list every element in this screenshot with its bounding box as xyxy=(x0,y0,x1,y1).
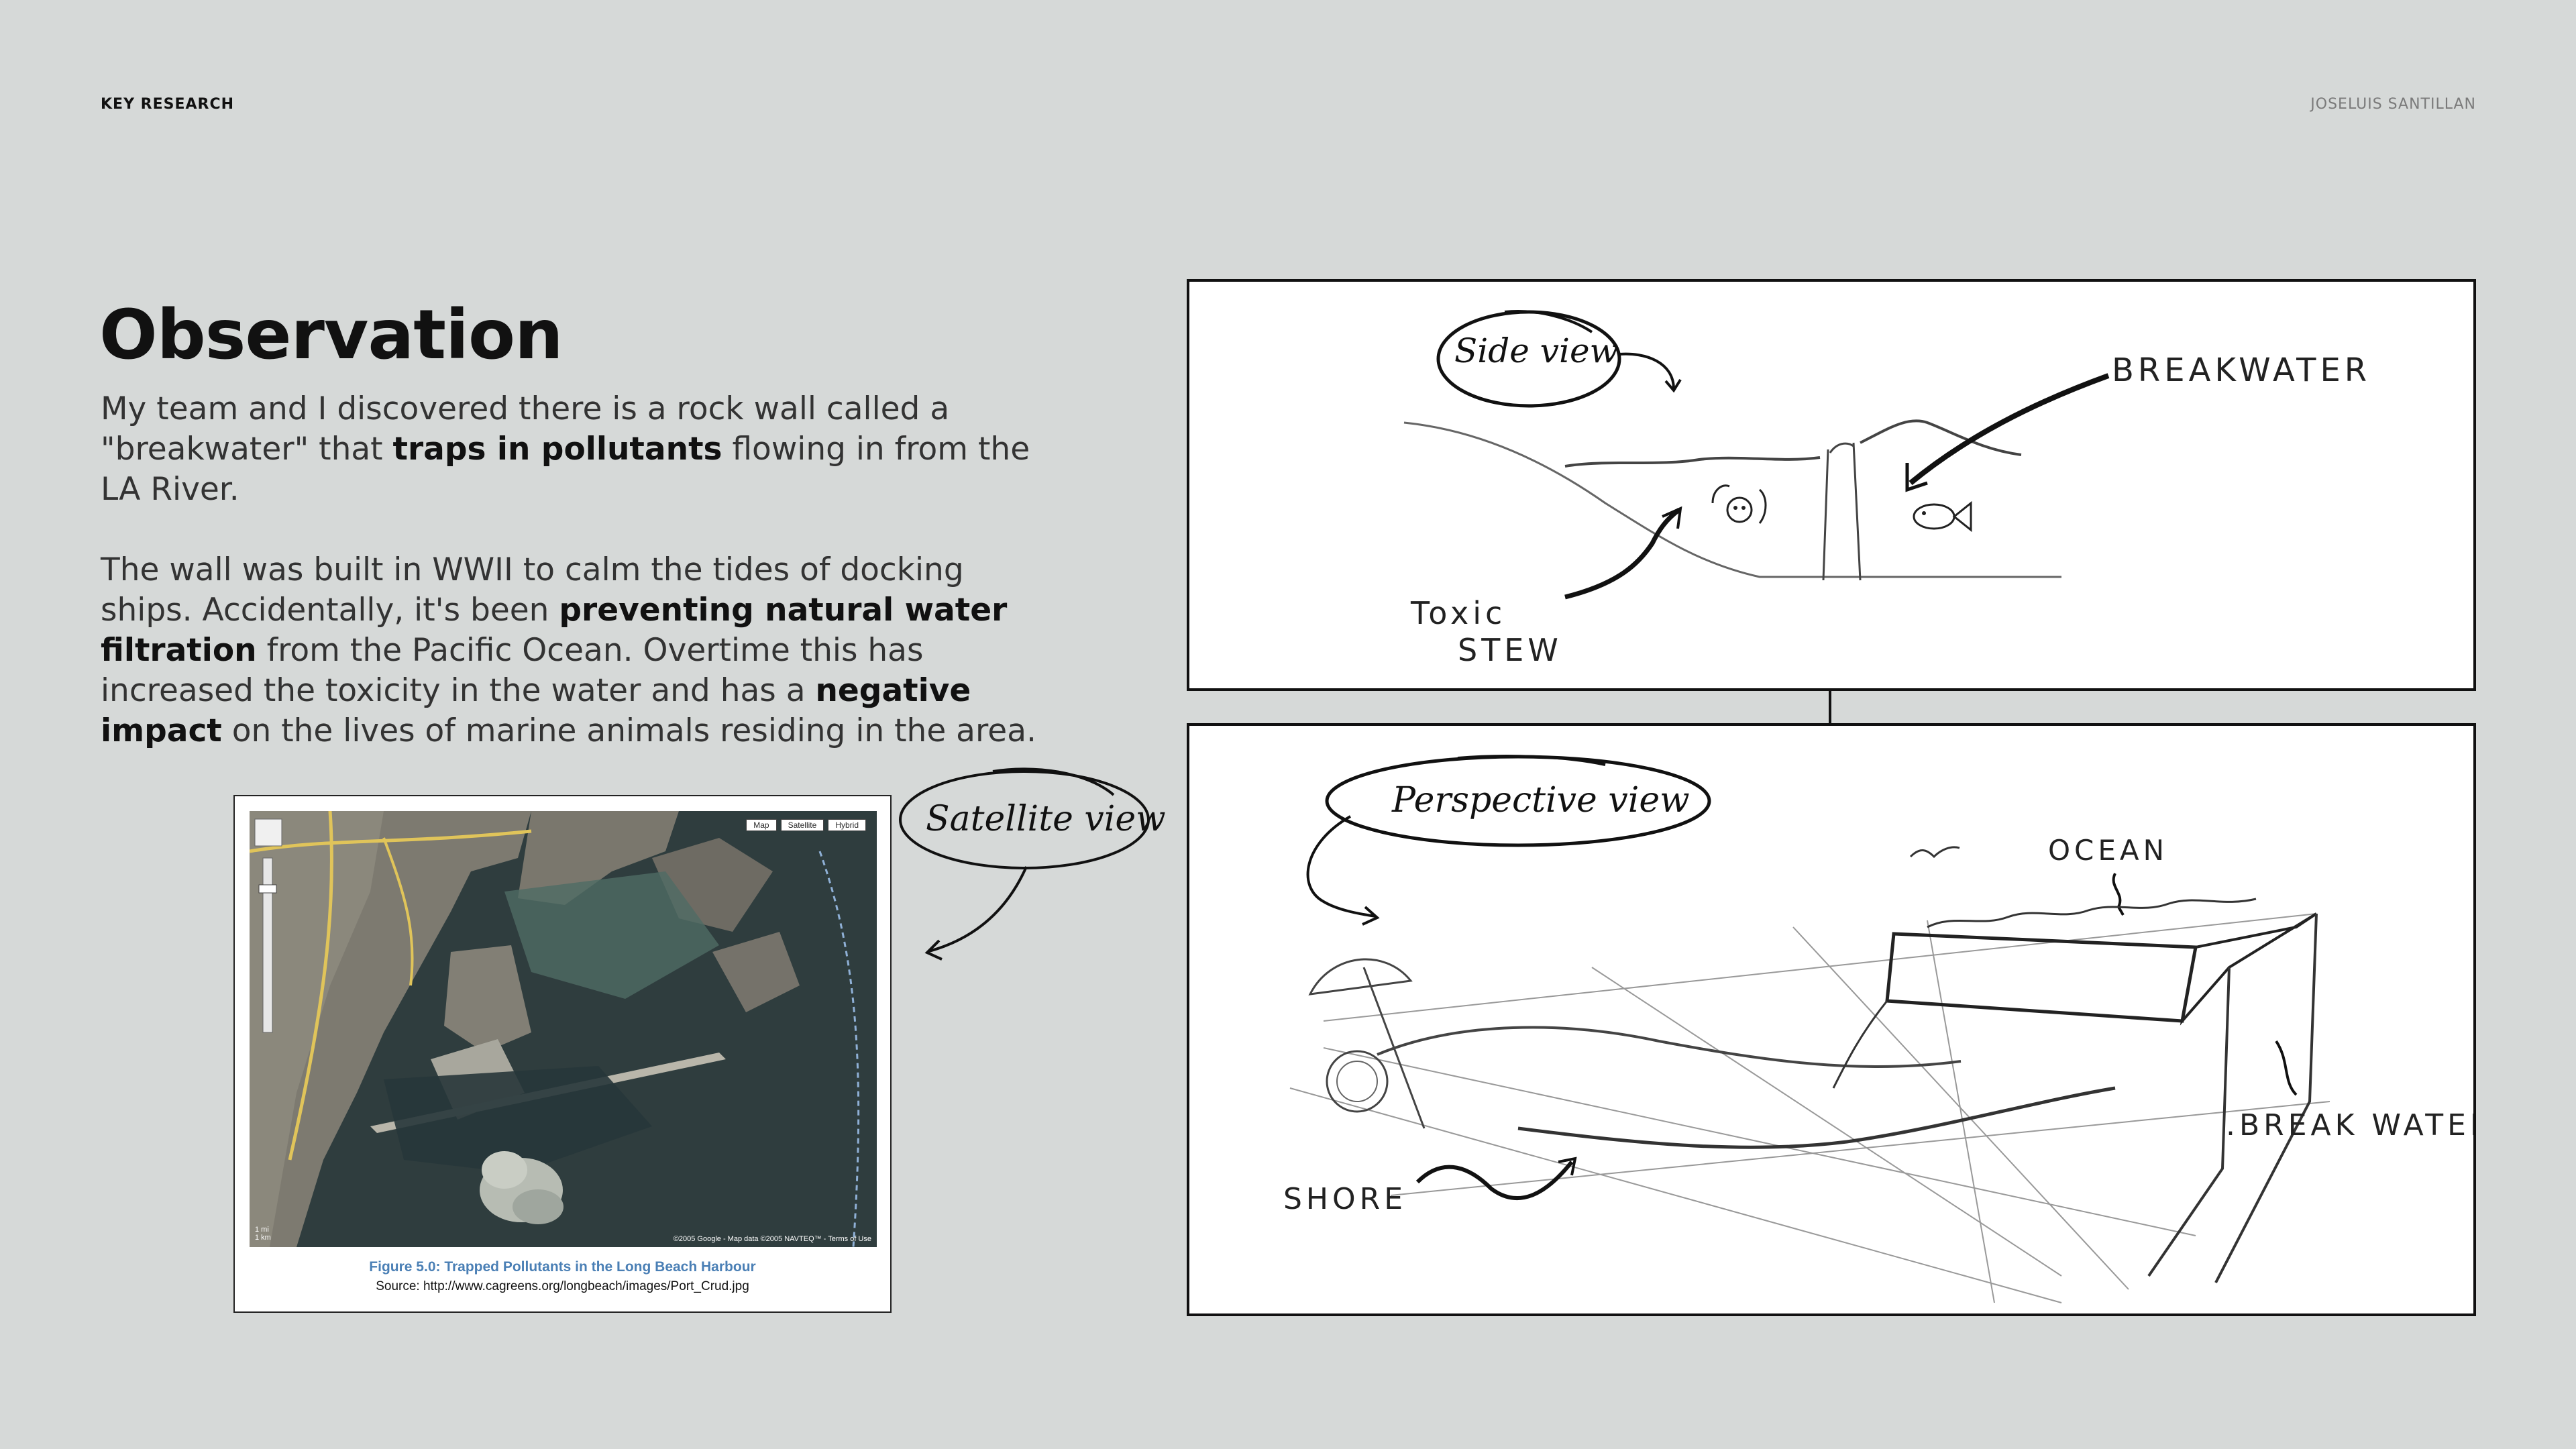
text-run: The wall was built in WWII to calm the tides of docking ships. Accidentally, it's been xyxy=(101,551,964,629)
text-run: from the Pacific Ocean. Overtime this has increased the toxicity in the water and has a xyxy=(101,632,924,709)
paragraph-2 xyxy=(101,550,1053,751)
side-view-sketch xyxy=(1187,279,2476,691)
scale-mi: 1 mi xyxy=(255,1226,269,1234)
perspective-view-sketch xyxy=(1187,723,2476,1316)
map-scale xyxy=(255,1226,271,1242)
text-run: on the lives of marine animals residing in the area. xyxy=(221,712,1036,749)
paragraph-1 xyxy=(101,389,1053,510)
figure-caption: Figure 5.0: Trapped Pollutants in the Long Beach Harbour xyxy=(369,1259,756,1275)
map-button[interactable]: Map xyxy=(746,819,776,831)
satellite-map xyxy=(250,811,877,1247)
side-view-drawing xyxy=(1189,282,2473,688)
perspective-breakwater-label: .BREAK WATER xyxy=(2226,1108,2473,1142)
toxic-label: Toxic xyxy=(1411,595,1507,631)
perspective-view-drawing xyxy=(1189,726,2473,1313)
emphasis-impact: negative impact xyxy=(101,672,971,749)
map-copyright: ©2005 Google - Map data ©2005 NAVTEQ™ - Terms of Use xyxy=(673,1235,871,1243)
scale-km: 1 km xyxy=(255,1234,271,1242)
map-type-buttons xyxy=(746,819,866,831)
section-label: KEY RESEARCH xyxy=(101,96,235,113)
satellite-button[interactable]: Satellite xyxy=(781,819,824,831)
sketch-connector xyxy=(1829,691,1831,723)
emphasis-filtration: preventing natural water filtration xyxy=(101,592,1008,669)
ocean-label: OCEAN xyxy=(2048,834,2169,867)
figure-source: Source: http://www.cagreens.org/longbeach/images/Port_Crud.jpg xyxy=(376,1279,749,1293)
text-run: My team and I discovered there is a rock wall called a "breakwater" that xyxy=(101,390,950,468)
satellite-view-label: Satellite view xyxy=(926,799,1166,839)
page-title: Observation xyxy=(99,295,563,375)
shore-label: SHORE xyxy=(1283,1182,1407,1216)
stew-label: STEW xyxy=(1458,632,1562,668)
body-text xyxy=(101,389,1053,792)
text-run: flowing in from the LA River. xyxy=(101,431,1030,508)
emphasis-traps: traps in pollutants xyxy=(392,431,722,468)
side-view-label: Side view xyxy=(1454,331,1619,370)
breakwater-label: BREAKWATER xyxy=(2112,352,2371,389)
hybrid-button[interactable]: Hybrid xyxy=(828,819,866,831)
author-name: JOSELUIS SANTILLAN xyxy=(2310,96,2476,113)
perspective-view-label: Perspective view xyxy=(1392,780,1690,820)
satellite-figure xyxy=(233,795,892,1313)
satellite-image xyxy=(250,811,877,1247)
